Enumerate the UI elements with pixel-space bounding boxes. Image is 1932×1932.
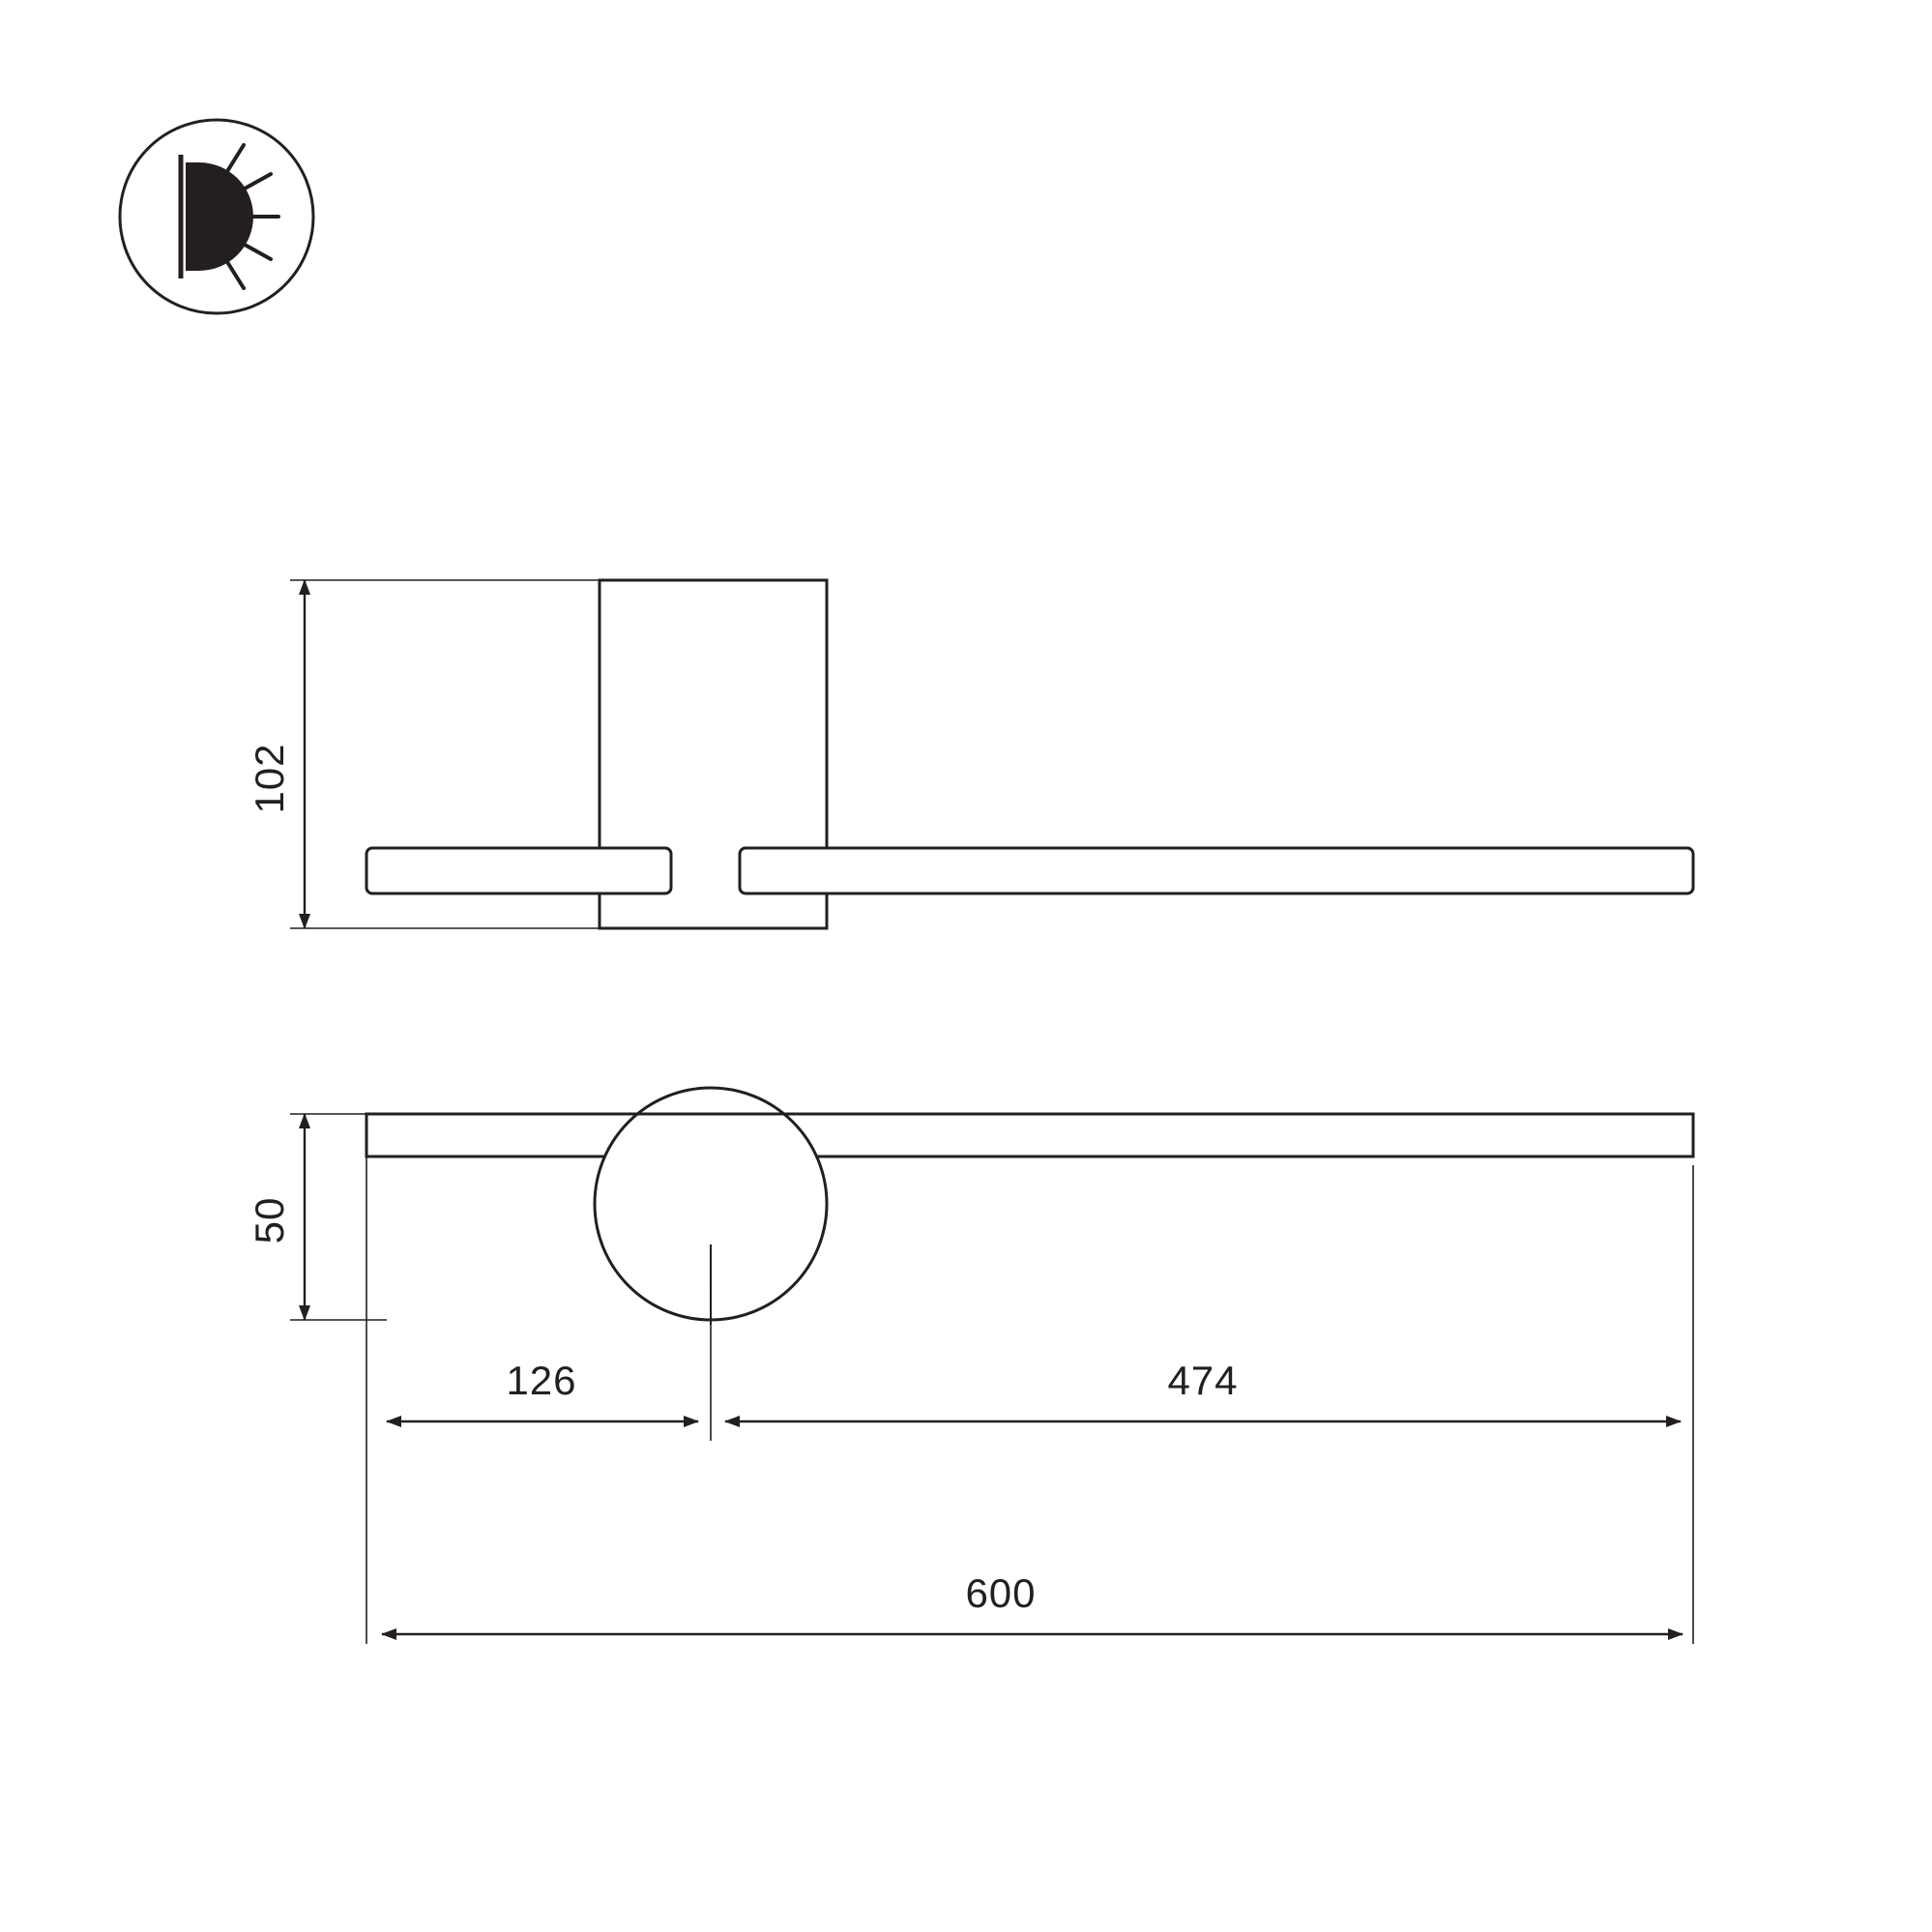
dimension-label-102: 102 xyxy=(247,743,292,814)
dimension-label-50: 50 xyxy=(247,1196,292,1244)
front-view xyxy=(366,580,1693,928)
dimension-height-102 xyxy=(247,580,305,928)
dimension-label-600: 600 xyxy=(965,1570,1037,1616)
dimension-total-600 xyxy=(382,1570,1683,1634)
side-view-extension-lines xyxy=(290,1114,1693,1644)
dimension-label-126: 126 xyxy=(506,1358,577,1403)
dimension-right-474 xyxy=(725,1358,1681,1421)
side-view xyxy=(366,1088,1693,1325)
dimension-depth-50 xyxy=(247,1114,305,1320)
wall-light-icon xyxy=(120,120,313,313)
dimension-label-474: 474 xyxy=(1167,1358,1239,1403)
dimension-left-126 xyxy=(387,1358,698,1421)
